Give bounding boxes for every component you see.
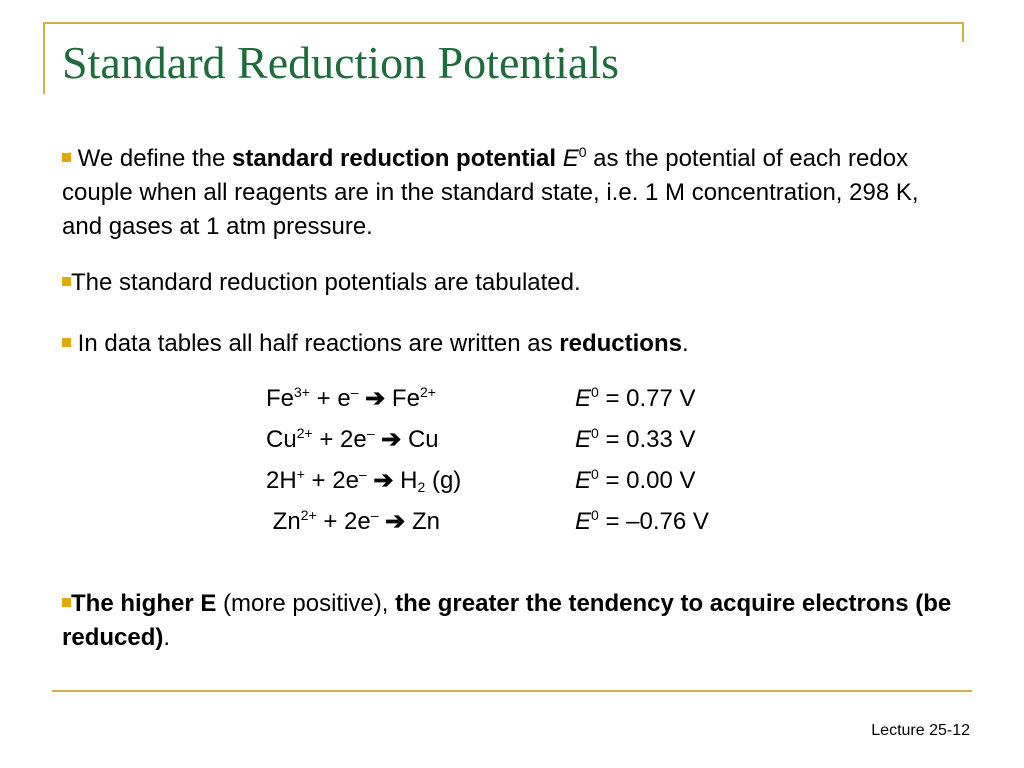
conclusion-post: .: [163, 624, 171, 651]
bullet-reductions: [62, 327, 962, 361]
frame-right-rule: [962, 22, 964, 42]
slide-title: Standard Reduction Potentials: [62, 37, 620, 88]
bullet-square-icon: [62, 153, 71, 162]
reductions-pre: In data tables all half reactions are written as: [71, 330, 560, 357]
half-reaction: $Fe^{3+} + e^-$ ➔ $Fe^{2+}$: [266, 384, 436, 412]
bullet-square-icon: [62, 338, 71, 347]
arrow-icon: ➔: [381, 426, 402, 453]
half-reaction: 2H+ + 2e– ➔ $H_2$ (g): [266, 466, 462, 495]
frame-left-rule: [43, 22, 45, 94]
bullet-tabulated: [62, 266, 962, 300]
definition-symbol-superscript: 0: [578, 144, 587, 160]
conclusion-bold-2: the greater the tendency to acquire electrons (be reduced): [62, 590, 952, 651]
definition-symbol: E: [562, 145, 579, 172]
half-reaction: $Cu^{2+} + 2e^-$ ➔ Cu: [266, 425, 439, 453]
standard-potential: $E^0 = 0.00$ V: [575, 466, 696, 494]
standard-potential: $E^0 = -0.76$ V: [575, 507, 709, 535]
bullet-conclusion: [62, 587, 962, 655]
half-reaction: $Zn^{2+} + 2e^-$ ➔ Zn: [266, 507, 440, 535]
conclusion-bold-1: The higher E: [71, 590, 217, 617]
arrow-icon: ➔: [373, 467, 394, 494]
bullet-square-icon: [62, 277, 71, 286]
bullet-definition: [62, 142, 962, 244]
reductions-post: .: [681, 330, 689, 357]
arrow-icon: ➔: [385, 508, 406, 535]
frame-top-rule: [43, 22, 964, 24]
definition-post: as the potential of each redox couple when all reagents are in the standard state, i.e. 1 M concentration, 298 K, and gases at 1 atm pressure.: [62, 145, 919, 240]
tabulated-text: The standard reduction potentials are tabulated.: [71, 269, 581, 296]
definition-term: standard reduction potential: [232, 145, 557, 172]
bullet-square-icon: [62, 598, 71, 607]
conclusion-mid: (more positive),: [216, 590, 396, 617]
definition-pre: We define the: [71, 145, 232, 172]
reductions-term: reductions: [559, 330, 682, 357]
frame-bottom-rule: [52, 690, 972, 692]
standard-potential: $E^0 = 0.33$ V: [575, 425, 696, 453]
slide-footer: Lecture 25-12: [871, 722, 970, 739]
standard-potential: $E^0 = 0.77$ V: [575, 384, 696, 412]
arrow-icon: ➔: [365, 385, 386, 412]
